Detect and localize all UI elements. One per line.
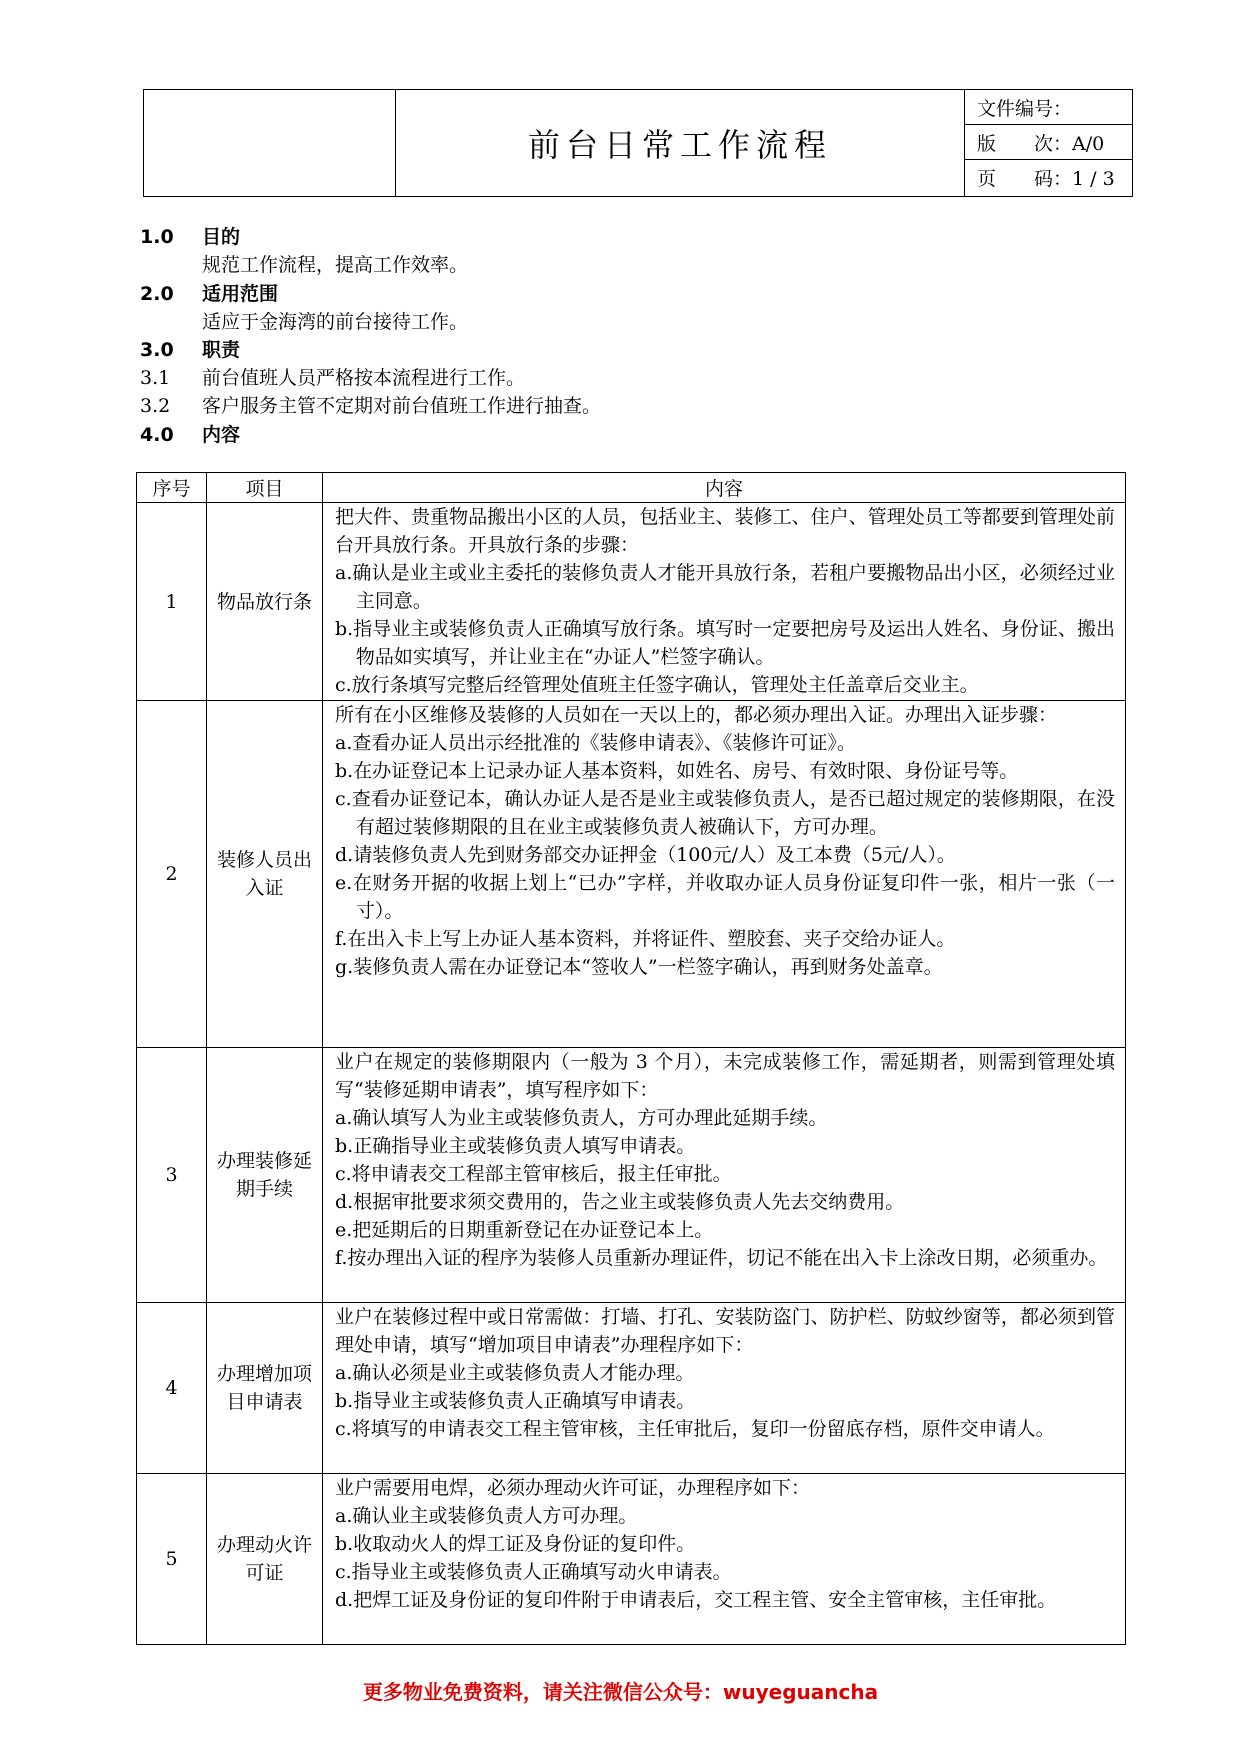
row-step: b.正确指导业主或装修负责人填写申请表。 [335,1135,696,1157]
row-step: a.确认必须是业主或装修负责人才能办理。 [335,1362,695,1384]
row-step: a.确认填写人为业主或装修负责人，方可办理此延期手续。 [335,1107,828,1129]
row-step: d.请装修负责人先到财务部交办证押金（100元/人）及工本费（5元/人）。 [335,844,956,866]
row-intro: 业户在装修过程中或日常需做：打墙、打孔、安装防盗门、防护栏、防蚊纱窗等，都必须到管理处申请，填写“增加项目申请表”办理程序如下： [335,1306,1115,1356]
row-intro: 所有在小区维修及装修的人员如在一天以上的，都必须办理出入证。办理出入证步骤： [335,704,1058,726]
row-step: c.指导业主或装修负责人正确填写动火申请表。 [335,1561,732,1583]
content-table [136,472,1126,1645]
section-3-1: 3.1 前台值班人员严格按本流程进行工作。 [140,367,526,389]
row-step: c.查看办证登记本，确认办证人是否是业主或装修负责人，是否已超过规定的装修期限，在没有超过装修期限的且在业主或装修负责人被确认下，方可办理。 [335,788,1115,838]
row-intro: 把大件、贵重物品搬出小区的人员，包括业主、装修工、住户、管理处员工等都要到管理处前台开具放行条。开具放行条的步骤： [335,506,1115,556]
row-content [323,701,1126,1048]
header-item: 项目 [207,473,323,503]
header-content: 内容 [323,473,1126,503]
row-seq: 5 [137,1474,207,1645]
section-2-text: 适应于金海湾的前台接待工作。 [202,311,469,333]
doc-version: 版 次：A/0 [965,125,1132,160]
doc-page: 页 码：1 / 3 [977,168,1115,190]
row-step: c.将填写的申请表交工程主管审核，主任审批后，复印一份留底存档，原件交申请人。 [335,1418,1055,1440]
table-row [137,701,1126,1048]
table-row [137,1474,1126,1645]
section-1-heading: 1.0 目的 [140,226,241,248]
table-row [137,1048,1126,1303]
row-seq: 4 [137,1303,207,1474]
header-seq: 序号 [137,473,207,503]
row-intro: 业户需要用电焊，必须办理动火许可证，办理程序如下： [335,1477,811,1499]
row-step: b.指导业主或装修负责人正确填写放行条。填写时一定要把房号及运出人姓名、身份证、搬出物品如实填写，并让业主在“办证人”栏签字确认。 [335,618,1115,668]
document-meta [964,90,1132,196]
section-4-heading: 4.0 内容 [140,424,241,446]
row-item: 装修人员出入证 [207,701,323,1048]
row-step: c.将申请表交工程部主管审核后，报主任审批。 [335,1163,732,1185]
row-item: 办理增加项目申请表 [207,1303,323,1474]
row-step: b.指导业主或装修负责人正确填写申请表。 [335,1390,696,1412]
row-content [323,1474,1126,1645]
row-step: g.装修负责人需在办证登记本“签收人”一栏签字确认，再到财务处盖章。 [335,956,943,978]
row-item: 办理装修延期手续 [207,1048,323,1303]
row-content [323,1303,1126,1474]
table-row [137,1303,1126,1474]
row-content [323,503,1126,701]
row-step: b.收取动火人的焊工证及身份证的复印件。 [335,1533,696,1555]
row-step: b.在办证登记本上记录办证人基本资料，如姓名、房号、有效时限、身份证号等。 [335,760,1019,782]
row-step: a.确认是业主或业主委托的装修负责人才能开具放行条，若租户要搬物品出小区，必须经过业主同意。 [335,562,1115,612]
row-step: e.在财务开据的收据上划上“已办”字样，并收取办证人员身份证复印件一张，相片一张（一寸）。 [335,872,1115,922]
row-content [323,1048,1126,1303]
row-step: e.把延期后的日期重新登记在办证登记本上。 [335,1219,714,1241]
row-step: d.把焊工证及身份证的复印件附于申请表后，交工程主管、安全主管审核，主任审批。 [335,1589,1057,1611]
row-step: d.根据审批要求须交费用的，告之业主或装修负责人先去交纳费用。 [335,1191,905,1213]
section-1-text: 规范工作流程，提高工作效率。 [202,254,469,276]
row-seq: 2 [137,701,207,1048]
section-2-heading: 2.0 适用范围 [140,283,279,305]
table-header-row [137,473,1126,503]
document-title: 前台日常工作流程 [527,126,832,164]
promo-footer: 更多物业免费资料，请关注微信公众号：wuyeguancha [362,1680,879,1704]
row-item: 办理动火许可证 [207,1474,323,1645]
row-step: a.查看办证人员出示经批准的《装修申请表》、《装修许可证》。 [335,732,856,754]
row-intro: 业户在规定的装修期限内（一般为 3 个月），未完成装修工作，需延期者，则需到管理处填写“装修延期申请表”，填写程序如下： [335,1051,1115,1101]
section-3-2: 3.2 客户服务主管不定期对前台值班工作进行抽查。 [140,395,602,417]
logo-cell [144,90,396,196]
row-step: c.放行条填写完整后经管理处值班主任签字确认，管理处主任盖章后交业主。 [335,674,979,696]
row-step: a.确认业主或装修负责人方可办理。 [335,1505,638,1527]
row-item: 物品放行条 [207,503,323,701]
table-row [137,503,1126,701]
doc-number: 文件编号： [965,90,1132,125]
section-3-heading: 3.0 职责 [140,339,241,361]
row-seq: 1 [137,503,207,701]
row-step: f.按办理出入证的程序为装修人员重新办理证件，切记不能在出入卡上涂改日期，必须重办。 [335,1247,1108,1269]
document-header [143,89,1133,197]
row-step: f.在出入卡上写上办证人基本资料，并将证件、塑胶套、夹子交给办证人。 [335,928,956,950]
row-seq: 3 [137,1048,207,1303]
